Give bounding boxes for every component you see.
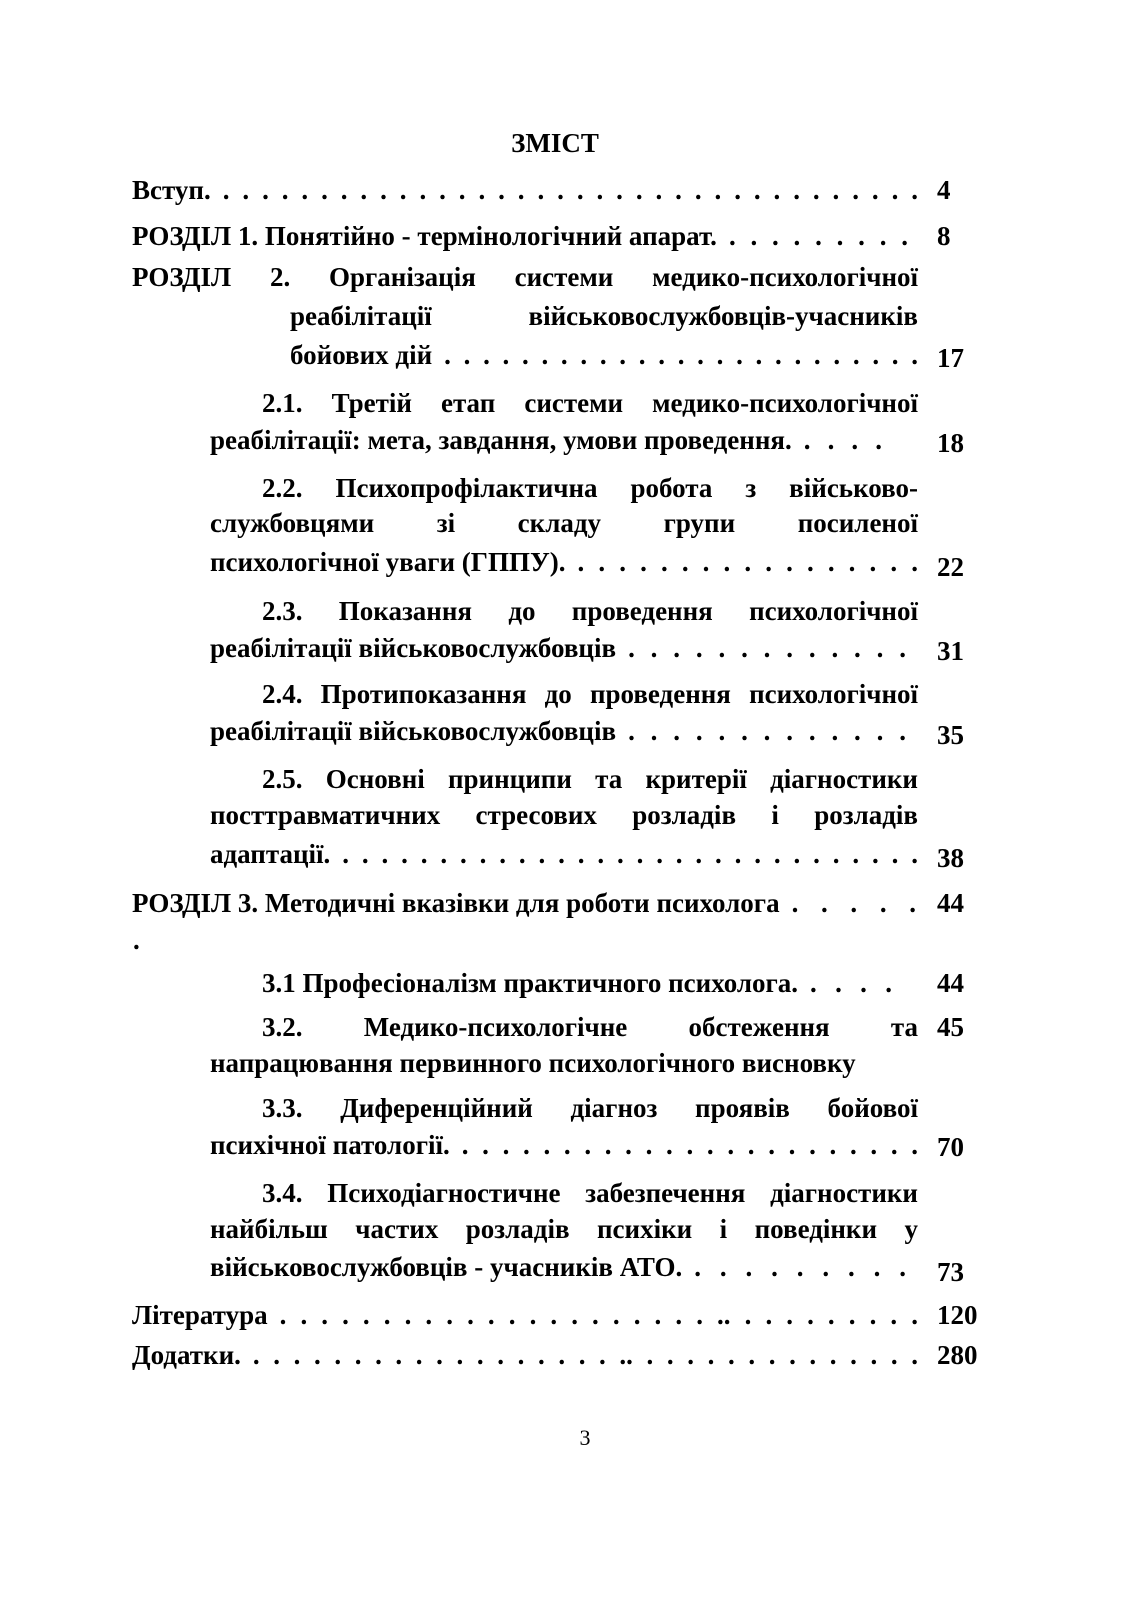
toc-line: реабілітації військовослужбовців-учасників [290, 301, 918, 331]
toc-dot-leader: . . . . . . . . . . . . . . . . . [577, 547, 918, 577]
toc-line [132, 1337, 918, 1373]
toc-line: службовцями зі складу групи посиленої [210, 508, 918, 538]
toc-page-number: 44 [937, 888, 964, 918]
toc-line-text: військовослужбовців - учасників АТО. [210, 1252, 683, 1282]
toc-line [210, 630, 906, 666]
toc-line-text: бойових дій [290, 340, 433, 370]
toc-line [262, 965, 892, 1001]
toc-dot-leader: . . . . . . . . . [694, 1252, 906, 1282]
toc-dot-leader: . . . . . . . . . . . . . . . . . . . . . . . [461, 1130, 918, 1160]
toc-dot-leader: . . . . . . . . . . . . . . . . . . . . . .. . . . . . . . . . [279, 1300, 918, 1330]
toc-page-number: 17 [937, 343, 964, 373]
toc-dot-leader: . . . . . . . . . . . . . [628, 716, 906, 746]
toc-dot-leader: . . . . [810, 968, 892, 998]
toc-line-text: РОЗДІЛ 3. Методичні вказівки для роботи психолога [132, 888, 780, 918]
toc-dot-leader: . . . . . . . . . . . . . . . . . . . . . . . . . [444, 340, 918, 370]
toc-line-text: РОЗДІЛ 1. Понятійно - термінологічний апарат. [132, 221, 717, 251]
toc-line: напрацювання первинного психологічного висновку [210, 1048, 856, 1078]
toc-dot-leader: . . . . [803, 425, 882, 455]
toc-page-number: 70 [937, 1132, 964, 1162]
toc-line [132, 885, 916, 921]
toc-line: 2.5. Основні принципи та критерії діагностики [262, 764, 918, 794]
toc-line-text: психологічної уваги (ГППУ). [210, 547, 566, 577]
toc-dot-leader: . . . . . [791, 888, 916, 918]
toc-line-text: реабілітації військовослужбовців [210, 716, 617, 746]
toc-line: 2.2. Психопрофілактична робота з військово- [262, 473, 918, 503]
toc-line-text: Вступ. [132, 175, 211, 205]
toc-line [210, 836, 918, 872]
toc-line-text: психічної патології. [210, 1130, 450, 1160]
toc-line [132, 1297, 918, 1333]
toc-dot-leader: . . . . . . . . . [728, 221, 908, 251]
toc-line: 2.1. Третій етап системи медико-психологічної [262, 388, 918, 418]
toc-line: посттравматичних стресових розладів і розладів [210, 800, 918, 830]
toc-page-number: 38 [937, 843, 964, 873]
toc-line: 3.2. Медико-психологічне обстеження та [262, 1012, 918, 1042]
toc-line: . [133, 925, 140, 955]
page-title: ЗМІСТ [511, 128, 599, 158]
toc-line: 3.3. Диференційний діагноз проявів бойової [262, 1093, 918, 1123]
toc-line [210, 1249, 906, 1285]
toc-page-number: 44 [937, 968, 964, 998]
toc-dot-leader: . . . . . . . . . . . . . . . . . . .. . . . . . . . . . . . . . . [252, 1340, 918, 1370]
toc-page-number: 18 [937, 428, 964, 458]
toc-line [210, 422, 882, 458]
toc-line-text: реабілітації: мета, завдання, умови проведення. [210, 425, 792, 455]
toc-page-number: 45 [937, 1012, 964, 1042]
page-footer-number: 3 [579, 1425, 591, 1450]
toc-page-number: 120 [937, 1300, 978, 1330]
toc-page-number: 35 [937, 720, 964, 750]
toc-dot-leader: . . . . . . . . . . . . . [628, 633, 906, 663]
toc-page-number: 8 [937, 221, 951, 251]
toc-dot-leader: . . . . . . . . . . . . . . . . . . . . . . . . . . . . . . . . . . . . [222, 175, 918, 205]
toc-line: РОЗДІЛ 2. Організація системи медико-психологічної [132, 262, 918, 292]
toc-line: найбільш частих розладів психіки і поведінки у [210, 1214, 918, 1244]
toc-line: 2.3. Показання до проведення психологічної [262, 596, 918, 626]
toc-line [210, 544, 918, 580]
toc-line [132, 218, 908, 254]
toc-line-text: Література [132, 1300, 268, 1330]
toc-line-text: реабілітації військовослужбовців [210, 633, 617, 663]
toc-line [210, 713, 906, 749]
toc-line-text: адаптації. [210, 839, 331, 869]
toc-line [210, 1127, 918, 1163]
toc-line-text: Додатки. [132, 1340, 241, 1370]
toc-line [132, 172, 918, 208]
toc-line-text: 3.1 Професіоналізм практичного психолога. [262, 968, 798, 998]
toc-page-number: 22 [937, 552, 964, 582]
toc-line: 3.4. Психодіагностичне забезпечення діагностики [262, 1178, 918, 1208]
toc-line: 2.4. Протипоказання до проведення психологічної [262, 679, 918, 709]
toc-page-number: 4 [937, 175, 951, 205]
toc-page-number: 31 [937, 636, 964, 666]
toc-dot-leader: . . . . . . . . . . . . . . . . . . . . . . . . . . . . . . [342, 839, 918, 869]
toc-page-number: 73 [937, 1257, 964, 1287]
toc-line [290, 337, 918, 373]
toc-page-number: 280 [937, 1340, 978, 1370]
